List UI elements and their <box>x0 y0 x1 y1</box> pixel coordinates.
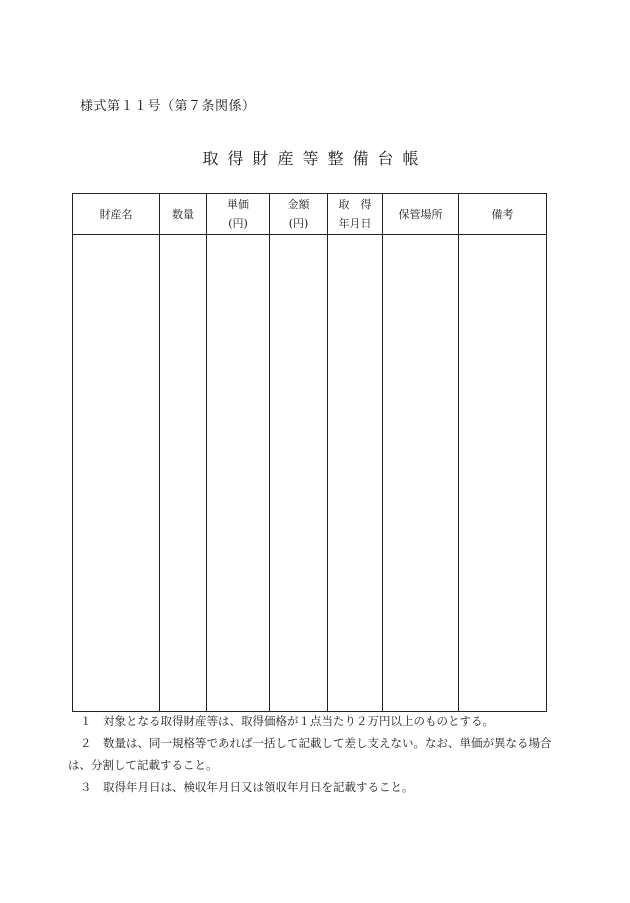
header-line: 保管場所 <box>398 207 443 221</box>
header-line: 取 得 <box>338 198 372 211</box>
column-header-amount <box>270 194 328 235</box>
table-row <box>73 235 547 712</box>
column-header-acquisition-date <box>328 194 383 235</box>
note-text: 対象となる取得財産等は、取得価格が１点当たり２万円以上のものとする。 <box>103 714 494 728</box>
column-header-property-name <box>73 194 160 235</box>
note-text: 取得年月日は、検収年月日又は領収年月日を記載すること。 <box>103 780 414 794</box>
acquisition-date-cell[interactable] <box>328 235 383 712</box>
notes <box>68 710 560 798</box>
unit-price-cell[interactable] <box>207 235 270 712</box>
note-2 <box>68 732 560 776</box>
quantity-cell[interactable] <box>160 235 207 712</box>
header-line: 単価 <box>227 198 249 211</box>
column-header-remarks <box>459 194 547 235</box>
note-text: 数量は、同一規格等であれば一括して記載して差し支えない。なお、単価が異なる場合は、分割して記載すること。 <box>68 736 552 772</box>
note-1 <box>80 710 560 732</box>
ledger-table <box>72 193 547 712</box>
column-header-quantity <box>160 194 207 235</box>
document-title: 取得財産等整備台帳 <box>202 149 428 168</box>
form-number: 様式第１１号（第７条関係） <box>80 99 256 114</box>
header-line: (円) <box>288 217 309 230</box>
column-header-unit-price <box>207 194 270 235</box>
remarks-cell[interactable] <box>459 235 547 712</box>
header-line: 数量 <box>172 207 194 221</box>
table-header-row <box>73 194 547 235</box>
header-line: 金額 <box>287 198 310 211</box>
header-line: 財産名 <box>99 207 133 221</box>
header-line: (円) <box>228 217 248 230</box>
note-3 <box>80 776 560 798</box>
note-number: ３ <box>80 780 92 794</box>
header-line: 備考 <box>491 207 514 221</box>
storage-location-cell[interactable] <box>383 235 459 712</box>
note-number: １ <box>80 714 92 728</box>
header-line: 年月日 <box>338 217 372 230</box>
amount-cell[interactable] <box>270 235 328 712</box>
column-header-storage-location <box>383 194 459 235</box>
property-name-cell[interactable] <box>73 235 160 712</box>
note-number: ２ <box>80 736 92 750</box>
